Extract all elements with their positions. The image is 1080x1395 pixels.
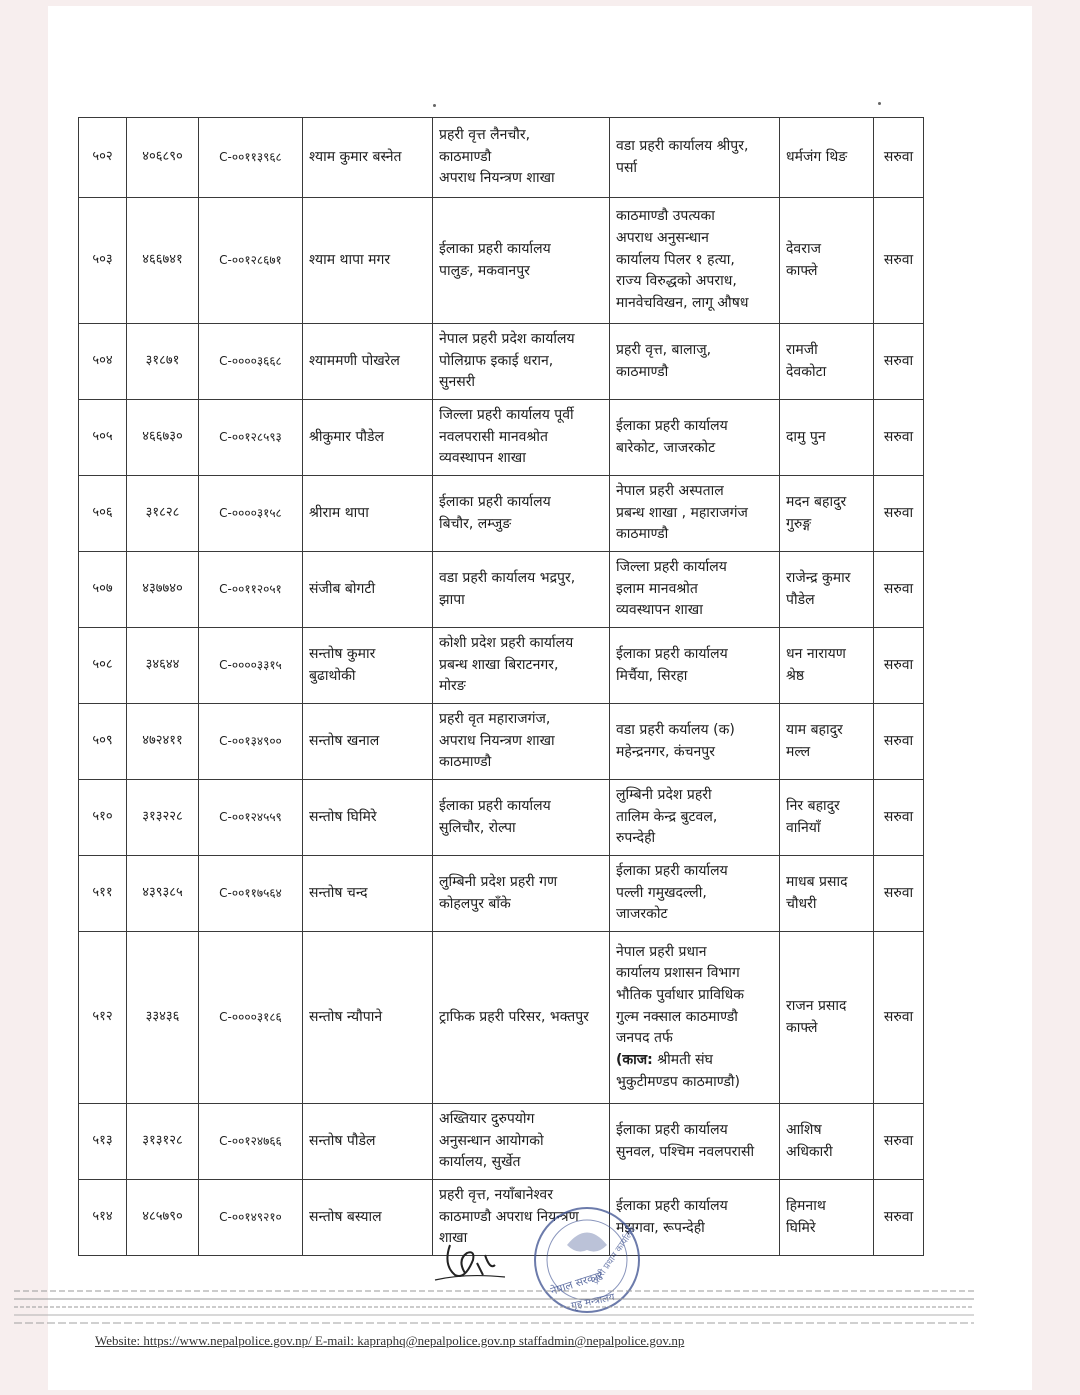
deputation-note-label: (काज: — [616, 1052, 653, 1069]
employee-name-cell — [303, 118, 433, 198]
table-row — [79, 704, 924, 780]
police-id-cell-text: ३४६४४ — [145, 657, 180, 673]
code-number-cell — [199, 1104, 303, 1180]
serial-number-cell-text: ५०८ — [92, 657, 113, 673]
employee-name-cell — [303, 476, 433, 552]
current-office-cell-text: ईलाका प्रहरी कार्यालय सुलिचौर, रोल्पा — [439, 797, 551, 836]
status-cell — [874, 932, 924, 1104]
current-office-cell — [433, 628, 610, 704]
current-office-cell-text: कोशी प्रदेश प्रहरी कार्यालय प्रबन्ध शाखा बिराटनगर, मोरङ — [439, 634, 574, 695]
employee-name-cell-text: संजीब बोगटी — [309, 580, 376, 597]
employee-name-cell-text: श्याममणी पोखरेल — [309, 352, 400, 369]
approver-name-cell — [780, 780, 874, 856]
police-id-cell-text: ३३४३६ — [145, 1009, 180, 1025]
approver-name-cell — [780, 932, 874, 1104]
code-number-cell-text: C-००००३३१५ — [219, 658, 282, 673]
code-number-cell-text: C-००११७५६४ — [219, 886, 282, 901]
serial-number-cell — [79, 932, 127, 1104]
serial-number-cell-text: ५०६ — [92, 505, 113, 521]
status-cell-text: सरुवा — [883, 656, 914, 673]
employee-name-cell-text: श्रीराम थापा — [309, 504, 369, 521]
new-office-cell — [610, 1104, 780, 1180]
current-office-cell — [433, 932, 610, 1104]
new-office-cell — [610, 400, 780, 476]
approver-name-cell-text: दामु पुन — [786, 428, 826, 445]
police-id-cell-text: ३१३२२८ — [142, 809, 183, 825]
serial-number-cell — [79, 780, 127, 856]
status-cell-text: सरुवा — [883, 352, 914, 369]
new-office-cell — [610, 118, 780, 198]
current-office-cell — [433, 198, 610, 324]
employee-name-cell — [303, 400, 433, 476]
new-office-cell — [610, 628, 780, 704]
employee-name-cell-text: सन्तोष न्यौपाने — [309, 1008, 383, 1025]
serial-number-cell — [79, 552, 127, 628]
status-cell — [874, 476, 924, 552]
current-office-cell — [433, 704, 610, 780]
employee-name-cell-text: सन्तोष पौडेल — [309, 1132, 376, 1149]
status-cell-text: सरुवा — [883, 148, 914, 165]
status-cell — [874, 324, 924, 400]
new-office-cell — [610, 932, 780, 1104]
code-number-cell-text: C-००००३६६८ — [219, 354, 282, 369]
new-office-cell-text: जिल्ला प्रहरी कार्यालय इलाम मानवश्रोत व्यवस्थापन शाखा — [616, 558, 727, 619]
approver-name-cell — [780, 324, 874, 400]
police-id-cell-text: ४०६८९० — [142, 149, 183, 165]
employee-name-cell — [303, 324, 433, 400]
employee-name-cell-text: सन्तोष खनाल — [309, 732, 380, 749]
employee-name-cell — [303, 856, 433, 932]
current-office-cell-text: प्रहरी वृत्त लैनचौर, काठमाण्डौ अपराध नियन्त्रण शाखा — [439, 126, 555, 187]
new-office-cell-text: नेपाल प्रहरी प्रधान कार्यालय प्रशासन विभाग भौतिक पुर्वाधार प्राविधिक गुल्म नक्साल काठमाण्डौ जनपद तर्फ — [616, 943, 745, 1047]
code-number-cell — [199, 400, 303, 476]
serial-number-cell-text: ५११ — [92, 885, 113, 901]
new-office-cell — [610, 780, 780, 856]
employee-name-cell — [303, 704, 433, 780]
seal-text-mid: गृह मन्त्रालय — [570, 1292, 616, 1312]
employee-name-cell-text: सन्तोष घिमिरे — [309, 808, 377, 825]
police-id-cell — [127, 198, 199, 324]
police-id-cell — [127, 780, 199, 856]
approver-name-cell-text: हिमनाथ घिमिरे — [786, 1197, 826, 1236]
approver-name-cell — [780, 1180, 874, 1256]
approver-name-cell — [780, 476, 874, 552]
serial-number-cell-text: ५१३ — [92, 1133, 113, 1149]
table-row — [79, 476, 924, 552]
status-cell-text: सरुवा — [883, 1008, 914, 1025]
current-office-cell-text: वडा प्रहरी कार्यालय भद्रपुर, झापा — [439, 569, 576, 608]
current-office-cell — [433, 118, 610, 198]
serial-number-cell-text: ५१० — [92, 809, 113, 825]
new-office-cell — [610, 552, 780, 628]
roster-body — [79, 118, 924, 1256]
scan-speck — [878, 102, 881, 105]
approver-name-cell-text: देवराज काफ्ले — [786, 240, 821, 279]
approver-name-cell-text: धर्मजंग थिङ — [786, 148, 848, 165]
new-office-cell — [610, 198, 780, 324]
employee-name-cell-text: श्याम थापा मगर — [309, 251, 391, 268]
table-row — [79, 118, 924, 198]
police-id-cell — [127, 476, 199, 552]
police-id-cell — [127, 856, 199, 932]
footer-rule-lines — [14, 1285, 974, 1325]
code-number-cell-text: C-००११२०५१ — [219, 582, 282, 597]
employee-name-cell — [303, 1104, 433, 1180]
transfer-roster-table — [78, 117, 924, 1256]
new-office-cell-text: ईलाका प्रहरी कार्यालय सुनवल, पश्चिम नवलपरासी — [616, 1121, 755, 1160]
signature-mark — [395, 1225, 515, 1285]
new-office-cell — [610, 856, 780, 932]
employee-name-cell — [303, 932, 433, 1104]
status-cell-text: सरुवा — [883, 504, 914, 521]
status-cell-text: सरुवा — [883, 884, 914, 901]
employee-name-cell-text: सन्तोष कुमार बुढाथोकी — [309, 645, 376, 684]
new-office-cell-text: काठमाण्डौ उपत्यका अपराध अनुसन्धान कार्यालय पिलर १ हत्या, राज्य विरुद्धको अपराध, मानवेचविखन, लागू औषध — [616, 208, 749, 312]
approver-name-cell-text: आशिष अधिकारी — [786, 1121, 833, 1160]
serial-number-cell — [79, 1180, 127, 1256]
serial-number-cell — [79, 324, 127, 400]
new-office-cell-text: वडा प्रहरी कर्यालय (क) महेन्द्रनगर, कंचनपुर — [616, 721, 735, 760]
status-cell — [874, 198, 924, 324]
footer-contact: Website: https://www.nepalpolice.gov.np/ E-mail: kapraphq@nepalpolice.gov.np staffadmin@nepalpolice.gov.np — [95, 1333, 685, 1348]
new-office-cell-text: ईलाका प्रहरी कार्यालय पल्ली गमुखदल्ली, जाजरकोट — [616, 862, 728, 923]
new-office-cell — [610, 704, 780, 780]
new-office-cell-text: ईलाका प्रहरी कार्यालय मझगवा, रूपन्देही — [616, 1197, 728, 1236]
approver-name-cell — [780, 856, 874, 932]
current-office-cell-text: ईलाका प्रहरी कार्यालय पालुङ, मकवानपुर — [439, 240, 551, 279]
serial-number-cell-text: ५१४ — [92, 1209, 113, 1225]
status-cell — [874, 628, 924, 704]
seal-text-top: नेपाल सरकार — [548, 1268, 605, 1298]
code-number-cell-text: C-००१३४९०० — [219, 734, 282, 749]
serial-number-cell — [79, 1104, 127, 1180]
status-cell-text: सरुवा — [883, 1132, 914, 1149]
new-office-cell — [610, 324, 780, 400]
approver-name-cell — [780, 198, 874, 324]
status-cell — [874, 780, 924, 856]
status-cell-text: सरुवा — [883, 808, 914, 825]
serial-number-cell — [79, 400, 127, 476]
new-office-cell-text: ईलाका प्रहरी कार्यालय मिर्चैया, सिरहा — [616, 645, 728, 684]
code-number-cell — [199, 932, 303, 1104]
status-cell — [874, 552, 924, 628]
current-office-cell — [433, 780, 610, 856]
current-office-cell — [433, 400, 610, 476]
current-office-cell — [433, 856, 610, 932]
current-office-cell-text: जिल्ला प्रहरी कार्यालय पूर्वी नवलपरासी मानवश्रोत व्यवस्थापन शाखा — [439, 406, 574, 467]
serial-number-cell — [79, 198, 127, 324]
current-office-cell-text: अख्तियार दुरुपयोग अनुसन्धान आयोगको कार्यालय, सुर्खेत — [439, 1110, 544, 1171]
current-office-cell — [433, 1104, 610, 1180]
status-cell-text: सरुवा — [883, 251, 914, 268]
police-id-cell-text: ४६६७४१ — [142, 252, 183, 268]
approver-name-cell-text: राजेन्द्र कुमार पौडेल — [786, 569, 851, 608]
employee-name-cell — [303, 552, 433, 628]
current-office-cell-text: लुम्बिनी प्रदेश प्रहरी गण कोहलपुर बाँके — [439, 873, 558, 912]
serial-number-cell-text: ५०५ — [92, 429, 113, 445]
police-id-cell — [127, 1104, 199, 1180]
police-id-cell — [127, 628, 199, 704]
current-office-cell-text: नेपाल प्रहरी प्रदेश कार्यालय पोलिग्राफ इकाई धरान, सुनसरी — [439, 330, 575, 391]
serial-number-cell-text: ५०७ — [92, 581, 113, 597]
code-number-cell-text: C-००००३१८६ — [219, 1010, 282, 1025]
serial-number-cell — [79, 628, 127, 704]
approver-name-cell-text: निर बहादुर वानियाँ — [786, 797, 840, 836]
police-id-cell-text: ३१३१२८ — [142, 1133, 183, 1149]
current-office-cell — [433, 552, 610, 628]
approver-name-cell — [780, 552, 874, 628]
current-office-cell — [433, 324, 610, 400]
employee-name-cell-text: श्रीकुमार पौडेल — [309, 428, 385, 445]
employee-name-cell — [303, 198, 433, 324]
approver-name-cell-text: राजन प्रसाद काफ्ले — [786, 997, 847, 1036]
serial-number-cell-text: ५०३ — [92, 252, 113, 268]
deputation-note — [616, 1050, 773, 1093]
table-row — [79, 628, 924, 704]
code-number-cell — [199, 476, 303, 552]
code-number-cell — [199, 704, 303, 780]
status-cell — [874, 118, 924, 198]
serial-number-cell — [79, 476, 127, 552]
approver-name-cell-text: रामजी देवकोटा — [786, 341, 827, 380]
code-number-cell — [199, 552, 303, 628]
serial-number-cell-text: ५१२ — [92, 1009, 113, 1025]
new-office-cell-text: लुम्बिनी प्रदेश प्रहरी तालिम केन्द्र बुटवल, रुपन्देही — [616, 786, 718, 847]
table-row — [79, 400, 924, 476]
serial-number-cell — [79, 118, 127, 198]
code-number-cell-text: C-००१४९२१० — [219, 1210, 282, 1225]
approver-name-cell — [780, 400, 874, 476]
approver-name-cell-text: याम बहादुर मल्ल — [786, 721, 843, 760]
approver-name-cell — [780, 1104, 874, 1180]
status-cell — [874, 704, 924, 780]
code-number-cell — [199, 198, 303, 324]
current-office-cell-text: ईलाका प्रहरी कार्यालय बिचौर, लम्जुङ — [439, 493, 551, 532]
deputation-note-text: श्रीमती संघ भुकुटीमण्डप काठमाण्डौ) — [616, 1052, 740, 1090]
scan-speck — [433, 104, 436, 107]
police-id-cell — [127, 324, 199, 400]
serial-number-cell-text: ५०९ — [92, 733, 113, 749]
approver-name-cell-text: धन नारायण श्रेष्ठ — [786, 645, 846, 684]
code-number-cell — [199, 780, 303, 856]
approver-name-cell-text: माधब प्रसाद चौधरी — [786, 873, 848, 912]
approver-name-cell — [780, 118, 874, 198]
employee-name-cell-text: सन्तोष बस्याल — [309, 1208, 382, 1225]
current-office-cell-text: ट्राफिक प्रहरी परिसर, भक्तपुर — [439, 1008, 589, 1025]
code-number-cell — [199, 1180, 303, 1256]
employee-name-cell-text: श्याम कुमार बस्नेत — [309, 148, 402, 165]
table-row — [79, 198, 924, 324]
code-number-cell-text: C-००००३१५८ — [219, 506, 282, 521]
code-number-cell — [199, 628, 303, 704]
police-id-cell — [127, 552, 199, 628]
police-id-cell-text: ४८५७९० — [142, 1209, 183, 1225]
police-id-cell-text: ४७२४११ — [142, 733, 183, 749]
serial-number-cell-text: ५०२ — [92, 149, 113, 165]
status-cell — [874, 1104, 924, 1180]
employee-name-cell — [303, 628, 433, 704]
status-cell-text: सरुवा — [883, 428, 914, 445]
status-cell — [874, 400, 924, 476]
employee-name-cell-text: सन्तोष चन्द — [309, 884, 368, 901]
approver-name-cell — [780, 628, 874, 704]
police-id-cell — [127, 400, 199, 476]
police-id-cell-text: ४६६७३० — [142, 429, 183, 445]
serial-number-cell — [79, 856, 127, 932]
status-cell-text: सरुवा — [883, 1208, 914, 1225]
police-id-cell-text: ३१८२८ — [145, 505, 180, 521]
seal-text-bottom: प्रहरी प्रधान कार्यालय — [591, 1225, 639, 1287]
status-cell — [874, 856, 924, 932]
code-number-cell-text: C-००११३९६८ — [219, 150, 282, 165]
status-cell — [874, 1180, 924, 1256]
table-row — [79, 932, 924, 1104]
approver-name-cell — [780, 704, 874, 780]
serial-number-cell-text: ५०४ — [92, 353, 113, 369]
table-row — [79, 324, 924, 400]
police-id-cell-text: ३१८७१ — [145, 353, 180, 369]
new-office-cell-text: वडा प्रहरी कार्यालय श्रीपुर, पर्सा — [616, 137, 749, 176]
current-office-cell-text: प्रहरी वृत महाराजगंज, अपराध नियन्त्रण शाखा काठमाण्डौ — [439, 710, 555, 771]
table-row — [79, 1104, 924, 1180]
police-id-cell-text: ४३७७४० — [142, 581, 183, 597]
police-id-cell — [127, 118, 199, 198]
police-id-cell — [127, 1180, 199, 1256]
code-number-cell — [199, 118, 303, 198]
code-number-cell-text: C-००१२४५५९ — [219, 810, 282, 825]
current-office-cell-text: प्रहरी वृत्त, नयाँबानेश्वर काठमाण्डौ अपराध नियन्त्रण शाखा — [439, 1186, 579, 1247]
new-office-cell — [610, 476, 780, 552]
code-number-cell-text: C-००१२८६७१ — [219, 253, 282, 268]
new-office-cell-text: प्रहरी वृत्त, बालाजु, काठमाण्डौ — [616, 341, 712, 380]
table-row — [79, 552, 924, 628]
code-number-cell — [199, 856, 303, 932]
employee-name-cell — [303, 780, 433, 856]
status-cell-text: सरुवा — [883, 732, 914, 749]
police-id-cell — [127, 704, 199, 780]
approver-name-cell-text: मदन बहादुर गुरुङ्ग — [786, 493, 847, 532]
new-office-cell-text: नेपाल प्रहरी अस्पताल प्रबन्ध शाखा , महाराजगंज काठमाण्डौ — [616, 482, 748, 543]
serial-number-cell — [79, 704, 127, 780]
current-office-cell — [433, 476, 610, 552]
status-cell-text: सरुवा — [883, 580, 914, 597]
table-row — [79, 780, 924, 856]
new-office-cell-text: ईलाका प्रहरी कार्यालय बारेकोट, जाजरकोट — [616, 417, 728, 456]
code-number-cell-text: C-००१२८५९३ — [219, 430, 282, 445]
code-number-cell-text: C-००१२४७६६ — [219, 1134, 282, 1149]
table-row — [79, 856, 924, 932]
police-id-cell — [127, 932, 199, 1104]
code-number-cell — [199, 324, 303, 400]
police-id-cell-text: ४३९३८५ — [142, 885, 183, 901]
